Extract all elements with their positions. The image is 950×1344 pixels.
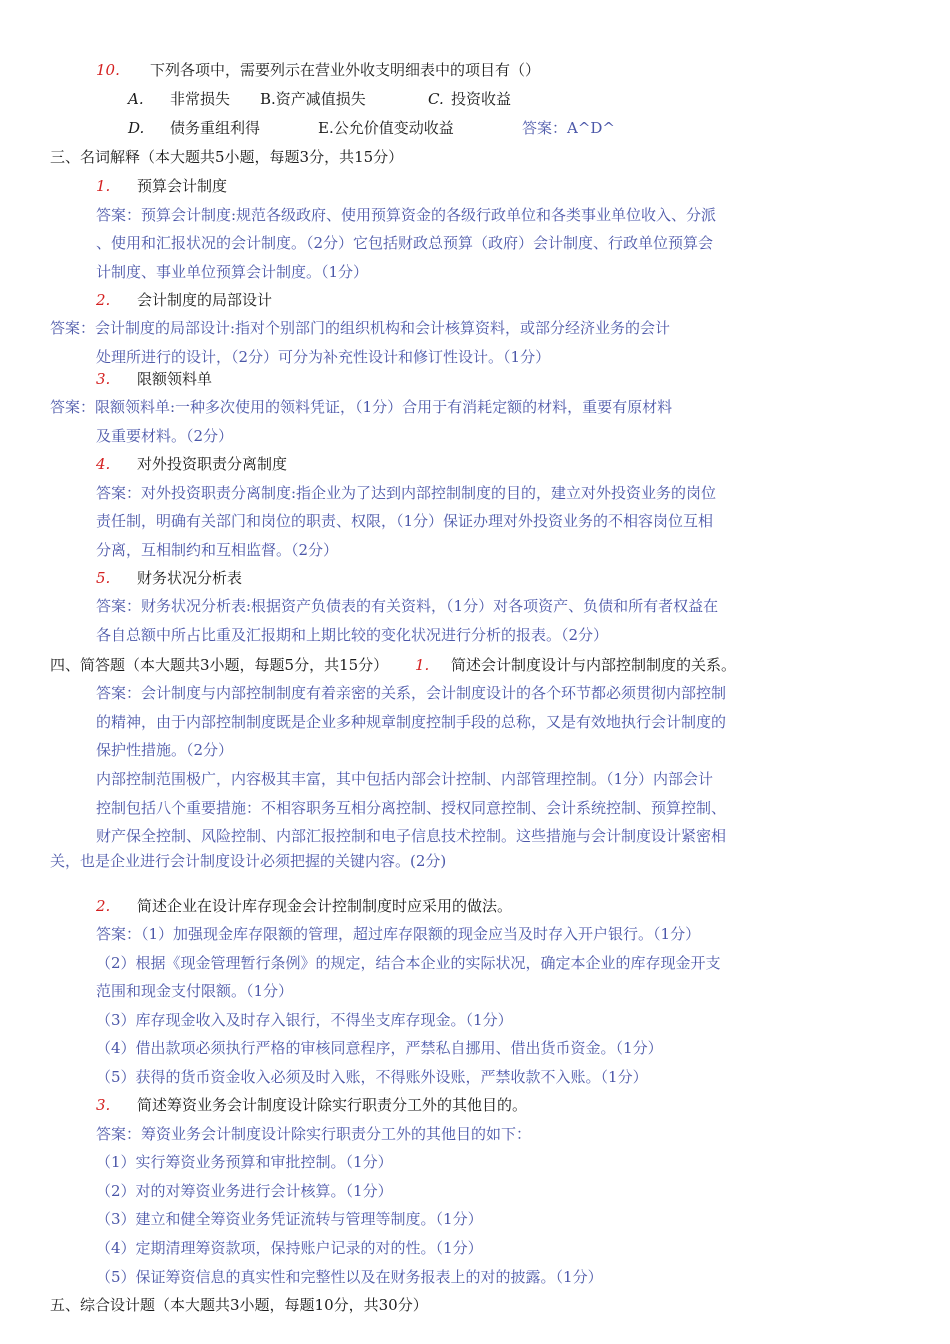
answer-line: （5）保证筹资信息的真实性和完整性以及在财务报表上的对的披露。（1分） bbox=[96, 1268, 603, 1286]
answer-line: （4）借出款项必须执行严格的审核同意程序，严禁私自挪用、借出货币资金。（1分） bbox=[96, 1039, 663, 1057]
option-a-letter: A. bbox=[128, 90, 144, 108]
answer-line: 及重要材料。（2分） bbox=[96, 427, 234, 445]
section-heading-3: 三、名词解释（本大题共5小题，每题3分，共15分） bbox=[50, 148, 404, 166]
answer-line: （4）定期清理筹资款项，保持账户记录的对的性。（1分） bbox=[96, 1239, 483, 1257]
option-d-text: 债务重组利得 bbox=[170, 119, 261, 137]
item-number: 1. bbox=[415, 656, 430, 674]
answer-line: 控制包括八个重要措施：不相容职务互相分离控制、授权同意控制、会计系统控制、预算控制、 bbox=[96, 799, 727, 817]
item-title: 简述筹资业务会计制度设计除实行职责分工外的其他目的。 bbox=[137, 1096, 528, 1114]
answer-line: 答案：（1）加强现金库存限额的管理，超过库存限额的现金应当及时存入开户银行。（1分） bbox=[96, 925, 701, 943]
answer-line: （1）实行筹资业务预算和审批控制。（1分） bbox=[96, 1153, 393, 1171]
item-number: 4. bbox=[96, 455, 111, 473]
answer-line: 责任制，明确有关部门和岗位的职责、权限，（1分）保证办理对外投资业务的不相容岗位互相 bbox=[96, 512, 714, 530]
item-title: 财务状况分析表 bbox=[137, 569, 243, 587]
answer-line: （2）对的对筹资业务进行会计核算。（1分） bbox=[96, 1182, 393, 1200]
item-number: 3. bbox=[96, 1096, 111, 1114]
section-heading-5: 五、综合设计题（本大题共3小题，每题10分，共30分） bbox=[50, 1296, 428, 1314]
q10-number: 10. bbox=[96, 61, 120, 79]
option-e: E.公允价值变动收益 bbox=[318, 119, 454, 137]
answer-line: 、使用和汇报状况的会计制度。（2分）它包括财政总预算（政府）会计制度、行政单位预算会 bbox=[96, 234, 714, 252]
item-number: 1. bbox=[96, 177, 111, 195]
option-a-text: 非常损失 bbox=[170, 90, 231, 108]
answer-line: 答案：对外投资职责分离制度:指企业为了达到内部控制制度的目的，建立对外投资业务的岗位 bbox=[96, 484, 717, 502]
answer-line: 答案：限额领料单:一种多次使用的领料凭证，（1分）合用于有消耗定额的材料，重要有原材料 bbox=[50, 398, 673, 416]
item-number: 3. bbox=[96, 370, 111, 388]
answer-line: 答案：会计制度的局部设计:指对个别部门的组织机构和会计核算资料，或部分经济业务的会计 bbox=[50, 319, 671, 337]
option-c-text: 投资收益 bbox=[451, 90, 512, 108]
answer-line: 答案：会计制度与内部控制制度有着亲密的关系，会计制度设计的各个环节都必须贯彻内部控制 bbox=[96, 684, 727, 702]
answer-line: 各自总额中所占比重及汇报期和上期比较的变化状况进行分析的报表。（2分） bbox=[96, 626, 609, 644]
answer-line: 计制度、事业单位预算会计制度。（1分） bbox=[96, 263, 369, 281]
answer-line: 分离，互相制约和互相监督。（2分） bbox=[96, 541, 339, 559]
item-title: 限额领料单 bbox=[137, 370, 213, 388]
answer-line: （3）建立和健全筹资业务凭证流转与管理等制度。（1分） bbox=[96, 1210, 483, 1228]
answer-line: 范围和现金支付限额。（1分） bbox=[96, 982, 294, 1000]
answer-line: （5）获得的货币资金收入必须及时入账，不得账外设账，严禁收款不入账。（1分） bbox=[96, 1068, 648, 1086]
item-title: 对外投资职责分离制度 bbox=[137, 455, 288, 473]
answer-line: 答案：财务状况分析表:根据资产负债表的有关资料，（1分）对各项资产、负债和所有者权益在 bbox=[96, 597, 719, 615]
option-d-letter: D. bbox=[128, 119, 145, 137]
section-heading-4: 四、简答题（本大题共3小题，每题5分，共15分） bbox=[50, 656, 389, 674]
answer-line: 答案：预算会计制度:规范各级政府、使用预算资金的各级行政单位和各类事业单位收入、分派 bbox=[96, 206, 717, 224]
item-number: 5. bbox=[96, 569, 111, 587]
answer-line: 的精神，由于内部控制制度既是企业多种规章制度控制手段的总称，又是有效地执行会计制度的 bbox=[96, 713, 727, 731]
answer-line: 关，也是企业进行会计制度设计必须把握的关键内容。(2分) bbox=[50, 852, 447, 870]
answer-line: （3）库存现金收入及时存入银行，不得坐支库存现金。（1分） bbox=[96, 1011, 513, 1029]
q10-text: 下列各项中，需要列示在营业外收支明细表中的项目有（） bbox=[150, 61, 541, 79]
answer-line: （2）根据《现金管理暂行条例》的规定，结合本企业的实际状况，确定本企业的库存现金开支 bbox=[96, 954, 721, 972]
answer-line: 保护性措施。（2分） bbox=[96, 741, 234, 759]
item-title: 会计制度的局部设计 bbox=[137, 291, 273, 309]
q10-answer: 答案：A^D^ bbox=[522, 119, 615, 137]
item-title: 预算会计制度 bbox=[137, 177, 228, 195]
item-number: 2. bbox=[96, 897, 111, 915]
answer-line: 处理所进行的设计，（2分）可分为补充性设计和修订性设计。（1分） bbox=[96, 348, 551, 366]
item-title: 简述企业在设计库存现金会计控制制度时应采用的做法。 bbox=[137, 897, 513, 915]
answer-line: 答案：筹资业务会计制度设计除实行职责分工外的其他目的如下： bbox=[96, 1125, 532, 1143]
option-c-letter: C. bbox=[428, 90, 444, 108]
option-b: B.资产减值损失 bbox=[260, 90, 366, 108]
item-title: 简述会计制度设计与内部控制制度的关系。 bbox=[451, 656, 737, 674]
item-number: 2. bbox=[96, 291, 111, 309]
answer-line: 内部控制范围极广，内容极其丰富，其中包括内部会计控制、内部管理控制。（1分）内部会计 bbox=[96, 770, 714, 788]
answer-line: 财产保全控制、风险控制、内部汇报控制和电子信息技术控制。这些措施与会计制度设计紧密相 bbox=[96, 827, 727, 845]
